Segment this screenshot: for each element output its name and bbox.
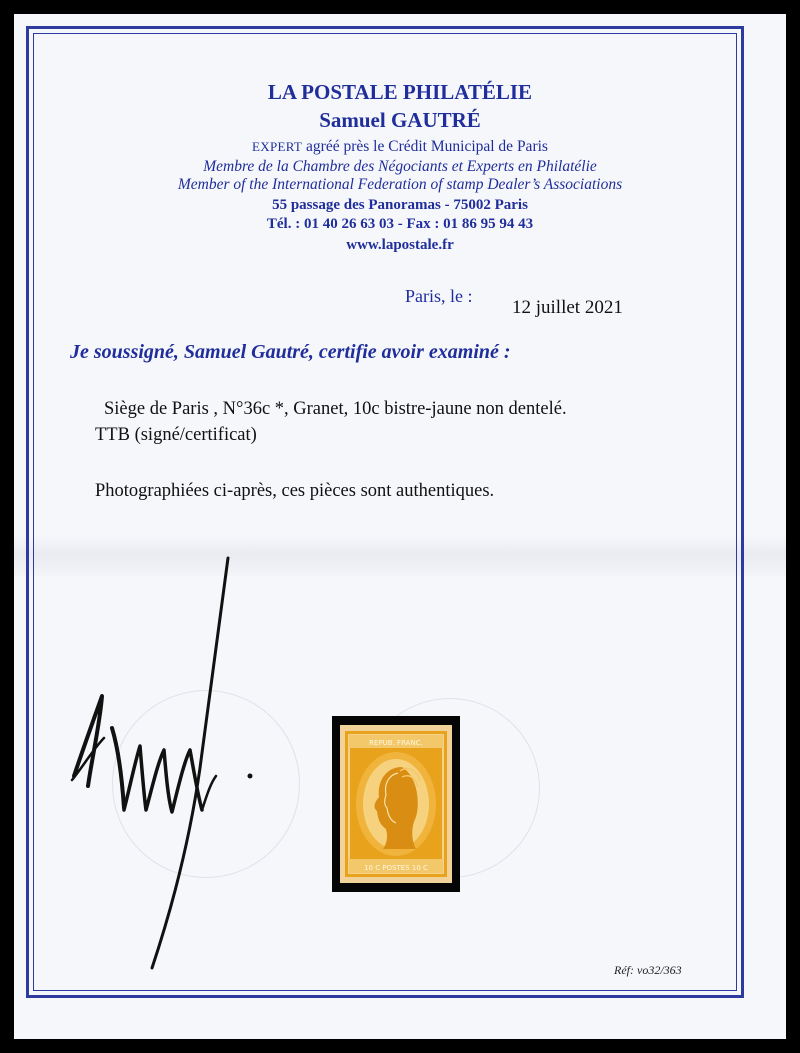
- chamber-membership: Membre de la Chambre des Négociants et Experts en Philatélie: [203, 158, 597, 175]
- expert-name: Samuel GAUTRÉ: [319, 108, 481, 132]
- place-label: Paris, le :: [405, 286, 473, 306]
- stamp-bottom-legend: 10 C POSTES 10 C: [364, 864, 428, 872]
- certification-statement: Je soussigné, Samuel Gautré, certifie avoir examiné :: [70, 341, 511, 363]
- address: 55 passage des Panoramas - 75002 Paris: [272, 197, 528, 213]
- reference-number: Réf: vo32/363: [614, 963, 682, 977]
- expert-credential: [0, 138, 800, 156]
- company-name: LA POSTALE PHILATÉLIE: [267, 80, 533, 104]
- certificate-date: 12 juillet 2021: [512, 297, 623, 318]
- stamp-top-legend: REPUB. FRANC.: [369, 739, 423, 747]
- website: www.lapostale.fr: [346, 237, 454, 253]
- stamp-image: [340, 725, 452, 883]
- authenticity-statement: Photographiées ci-après, ces pièces sont authentiques.: [95, 481, 495, 501]
- expert-label: EXPERT: [252, 139, 303, 154]
- handwritten-signature: [60, 548, 270, 978]
- item-grade: TTB (signé/certificat): [95, 425, 257, 445]
- phone-fax: Tél. : 01 40 26 63 03 - Fax : 01 86 95 94 43: [266, 216, 534, 232]
- item-description: Siège de Paris , N°36c *, Granet, 10c bistre-jaune non dentelé.: [104, 399, 567, 419]
- federation-membership: Member of the International Federation of stamp Dealer’s Associations: [177, 176, 623, 193]
- expert-credential-text: agréé près le Crédit Municipal de Paris: [302, 138, 548, 155]
